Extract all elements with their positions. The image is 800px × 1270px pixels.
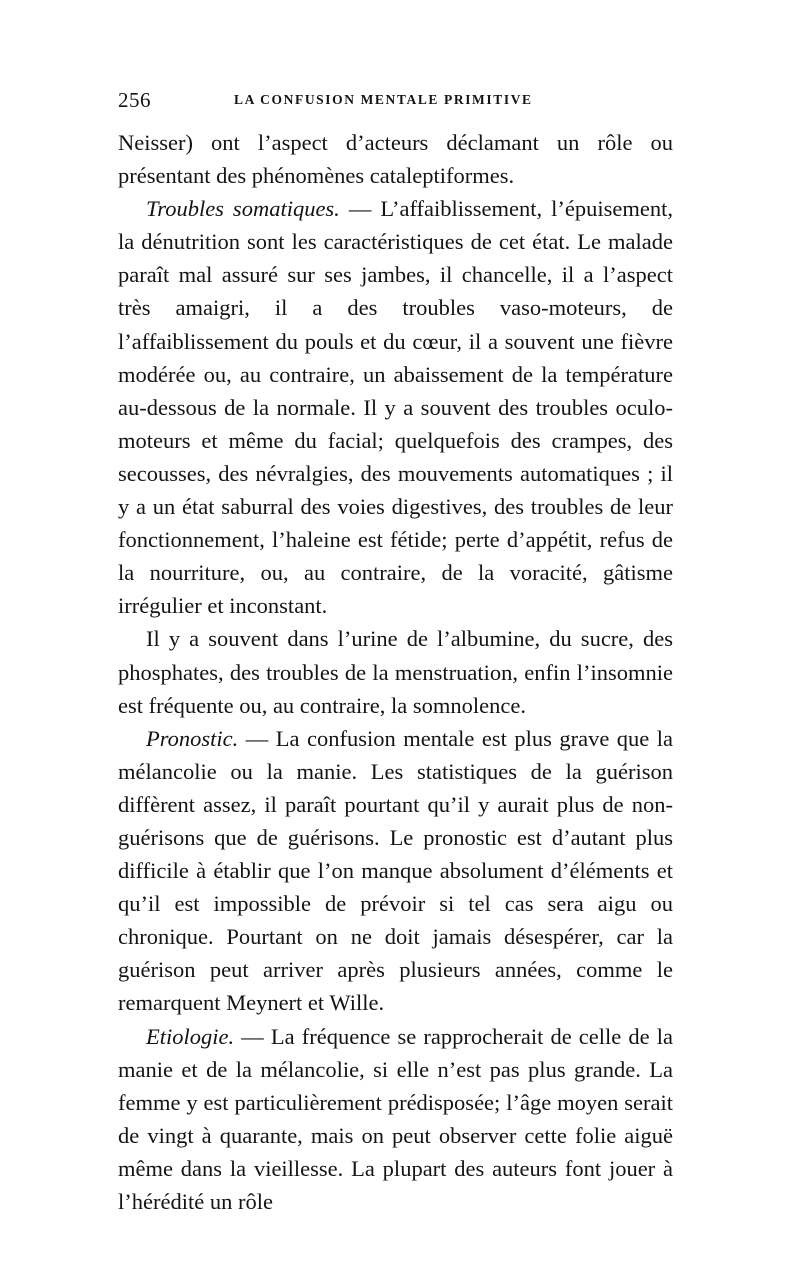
running-title: LA CONFUSION MENTALE PRIMITIVE [234,92,533,107]
page-number: 256 [118,88,151,112]
paragraph-troubles-somatiques [118,192,673,622]
paragraph-text: — La confusion mentale est plus grave que la mélancolie ou la manie. Les statistiques de la guérison diffèrent assez, il paraît pourtant qu’il y aurait plus de non-guérisons que de guérisons. Le pronostic est d’autant plus difficile à établir que l’on manque absolument d’éléments et qu’il est impossible de prévoir si tel cas sera aigu ou chronique. Pourtant on ne doit jamais désespérer, car la guérison peut arriver après plusieurs années, comme le remarquent Meynert et Wille. [118,725,673,1016]
paragraph-text: Il y a souvent dans l’urine de l’albumine, du sucre, des phosphates, des troubles de la menstruation, enfin l’insomnie est fréquente ou, au contraire, la somnolence. [118,626,673,718]
section-heading-pronostic: Pronostic. [146,725,239,751]
body-text [118,126,673,1218]
section-heading-etiologie: Etiologie. [146,1023,235,1049]
paragraph-urine [118,622,673,721]
paragraph-text: — La fréquence se rapprocherait de celle de la manie et de la mélancolie, si elle n’est pas plus grande. La femme y est particulièrement prédisposée; l’âge moyen serait de vingt à quarante, mais on peut observer cette folie aiguë même dans la vieillesse. La plupart des auteurs font jouer à l’hérédité un rôle [118,1023,673,1214]
paragraph-text: — L’affaiblissement, l’épuisement, la dénutrition sont les caractéristiques de cet état. Le malade paraît mal assuré sur ses jambes, il chancelle, il a l’aspect très amaigri, il a des troubles vaso-moteurs, de l’affaiblissement du pouls et du cœur, il a souvent une fièvre modérée ou, au contraire, un abaissement de la température au-dessous de la normale. Il y a souvent des troubles oculo-moteurs et même du facial; quelquefois des crampes, des secousses, des névralgies, des mouvements automatiques ; il y a un état saburral des voies digestives, des troubles de leur fonctionnement, l’haleine est fétide; perte d’appétit, refus de la nourriture, ou, au contraire, de la voracité, gâtisme irrégulier et inconstant. [118,196,673,619]
paragraph-continuation [118,126,673,192]
paragraph-pronostic [118,722,673,1020]
paragraph-etiologie [118,1020,673,1219]
section-heading-troubles-somatiques: Troubles somatiques. [146,196,340,222]
paragraph-text: Neisser) ont l’aspect d’acteurs déclamant un rôle ou présentant des phénomènes cataleptiformes. [118,130,673,189]
page-header [118,88,688,118]
